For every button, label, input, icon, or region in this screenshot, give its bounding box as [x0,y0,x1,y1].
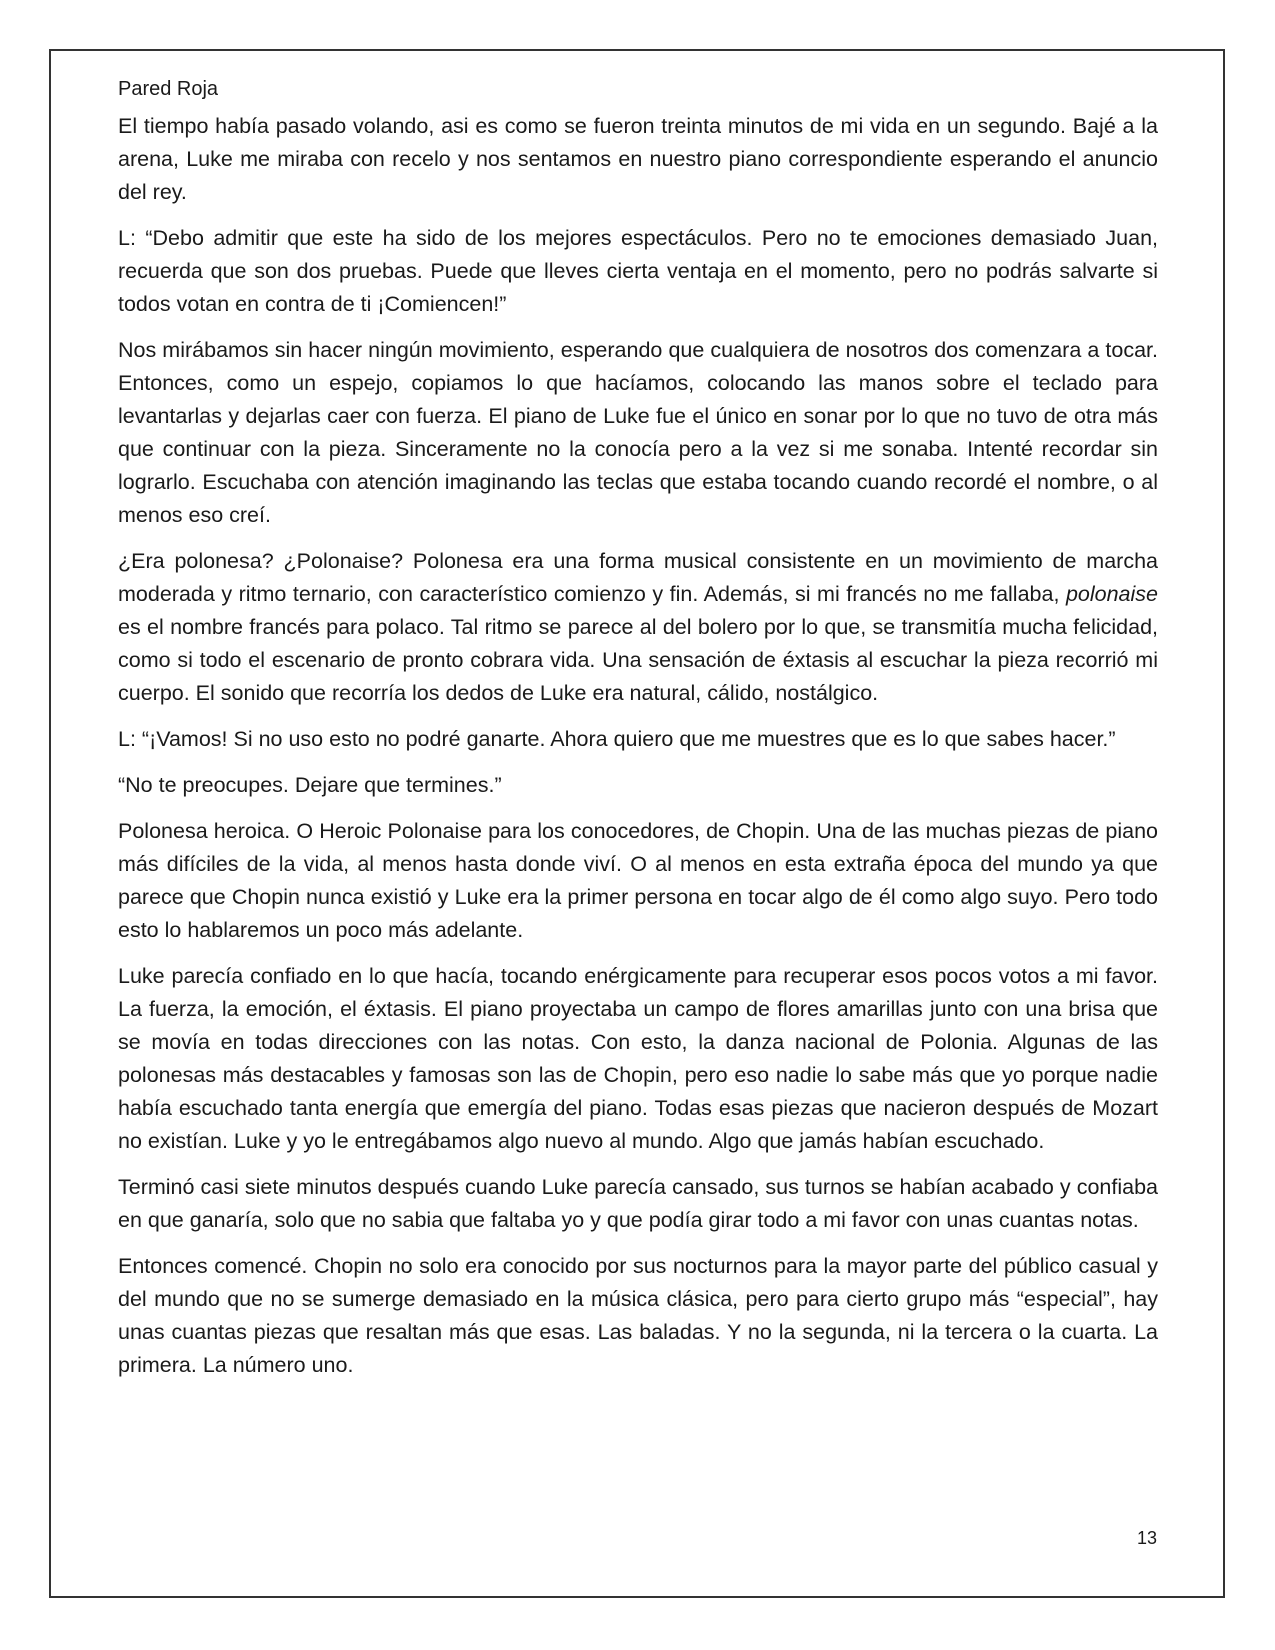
document-body [118,74,1158,1395]
paragraph-4 [118,545,1158,710]
running-header: Pared Roja [118,78,219,100]
paragraph-4-text-b: es el nombre francés para polaco. Tal ritmo se parece al del bolero por lo que, se transmitía mucha felicidad, como si todo el escenario de pronto cobrara vida. Una sensación de éxtasis al escuchar la pieza recorrió mi cuerpo. El sonido que recorría los dedos de Luke era natural, cálido, nostálgico. [118,615,1158,705]
paragraph-9: Terminó casi siete minutos después cuando Luke parecía cansado, sus turnos se habían acabado y confiaba en que ganaría, solo que no sabia que faltaba yo y que podía girar todo a mi favor con unas cuantas notas. [118,1175,1158,1232]
paragraph-5: L: “¡Vamos! Si no uso esto no podré ganarte. Ahora quiero que me muestres que es lo que sabes hacer.” [118,727,1116,751]
paragraph-3: Nos mirábamos sin hacer ningún movimiento, esperando que cualquiera de nosotros dos comenzara a tocar. Entonces, como un espejo, copiamos lo que hacíamos, colocando las manos sobre el teclado para levantarlas y dejarlas caer con fuerza. El piano de Luke fue el único en sonar por lo que no tuvo de otra más que continuar con la pieza. Sinceramente no la conocía pero a la vez si me sonaba. Intenté recordar sin lograrlo. Escuchaba con atención imaginando las teclas que estaba tocando cuando recordé el nombre, o al menos eso creí. [118,338,1158,527]
paragraph-2: L: “Debo admitir que este ha sido de los mejores espectáculos. Pero no te emociones demasiado Juan, recuerda que son dos pruebas. Puede que lleves cierta ventaja en el momento, pero no podrás salvarte si todos votan en contra de ti ¡Comiencen!” [118,226,1158,316]
paragraph-4-text-a: ¿Era polonesa? ¿Polonaise? Polonesa era una forma musical consistente en un movimiento de marcha moderada y ritmo ternario, con característico comienzo y fin. Además, si mi francés no me fallaba, [118,549,1158,606]
paragraph-1: El tiempo había pasado volando, asi es como se fueron treinta minutos de mi vida en un segundo. Bajé a la arena, Luke me miraba con recelo y nos sentamos en nuestro piano correspondiente esperando el anuncio del rey. [118,114,1158,204]
paragraph-7: Polonesa heroica. O Heroic Polonaise para los conocedores, de Chopin. Una de las muchas piezas de piano más difíciles de la vida, al menos hasta donde viví. O al menos en esta extraña época del mundo ya que parece que Chopin nunca existió y Luke era la primer persona en tocar algo de él como algo suyo. Pero todo esto lo hablaremos un poco más adelante. [118,819,1158,942]
paragraph-4-italic-term: polonaise [1065,582,1158,606]
paragraph-8: Luke parecía confiado en lo que hacía, tocando enérgicamente para recuperar esos pocos votos a mi favor. La fuerza, la emoción, el éxtasis. El piano proyectaba un campo de flores amarillas junto con una brisa que se movía en todas direcciones con las notas. Con esto, la danza nacional de Polonia. Algunas de las polonesas más destacables y famosas son las de Chopin, pero eso nadie lo sabe más que yo porque nadie había escuchado tanta energía que emergía del piano. Todas esas piezas que nacieron después de Mozart no existían. Luke y yo le entregábamos algo nuevo al mundo. Algo que jamás habían escuchado. [118,964,1158,1153]
paragraph-6: “No te preocupes. Dejare que termines.” [118,773,502,797]
paragraph-10: Entonces comencé. Chopin no solo era conocido por sus nocturnos para la mayor parte del público casual y del mundo que no se sumerge demasiado en la música clásica, pero para cierto grupo más “especial”, hay unas cuantas piezas que resaltan más que esas. Las baladas. Y no la segunda, ni la tercera o la cuarta. La primera. La número uno. [118,1254,1158,1377]
page-number: 13 [1136,1528,1157,1548]
